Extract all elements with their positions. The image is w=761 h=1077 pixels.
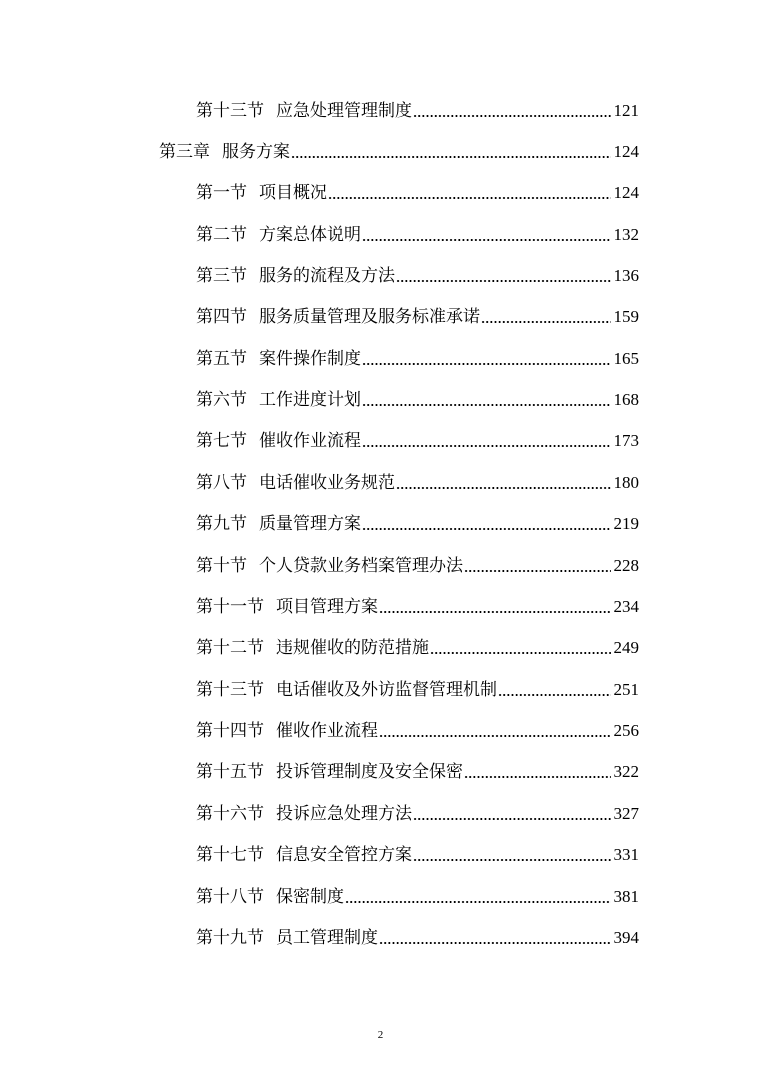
toc-entry[interactable] — [196, 840, 639, 866]
toc-entry[interactable] — [196, 426, 639, 452]
toc-chapter-entry[interactable] — [159, 137, 639, 163]
dot-leader — [464, 570, 611, 572]
toc-entry[interactable] — [196, 923, 639, 949]
dot-leader — [362, 528, 611, 530]
toc-entry[interactable] — [196, 220, 639, 246]
dot-leader — [362, 363, 611, 365]
toc-entry-title: 案件操作制度 — [259, 349, 361, 369]
toc-entry-title: 电话催收及外访监督管理机制 — [276, 680, 497, 700]
toc-entry-label: 第十五节 — [196, 762, 264, 782]
toc-entry[interactable] — [196, 261, 639, 287]
toc-entry[interactable] — [196, 509, 639, 535]
toc-entry-page: 136 — [613, 266, 639, 285]
dot-leader — [413, 818, 611, 820]
toc-entry-page: 121 — [613, 101, 639, 120]
toc-entry-title: 电话催收业务规范 — [259, 473, 395, 493]
toc-entry-page: 124 — [613, 142, 639, 161]
toc-entry-title: 应急处理管理制度 — [276, 101, 412, 121]
toc-entry[interactable] — [196, 592, 639, 618]
toc-entry-label: 第九节 — [196, 514, 247, 534]
toc-entry-title: 服务方案 — [222, 142, 290, 162]
dot-leader — [379, 611, 611, 613]
toc-entry-label: 第十九节 — [196, 928, 264, 948]
toc-entry-label: 第八节 — [196, 473, 247, 493]
toc-entry-label: 第十四节 — [196, 721, 264, 741]
toc-entry-label: 第十三节 — [196, 101, 264, 121]
dot-leader — [396, 280, 611, 282]
toc-entry-label: 第七节 — [196, 431, 247, 451]
toc-entry-title: 服务的流程及方法 — [259, 266, 395, 286]
toc-entry-title: 服务质量管理及服务标准承诺 — [259, 307, 480, 327]
toc-entry-page: 327 — [613, 804, 639, 823]
dot-leader — [481, 321, 611, 323]
toc-entry-page: 331 — [613, 845, 639, 864]
page-number: 2 — [377, 1029, 384, 1041]
toc-entry-page: 256 — [613, 721, 639, 740]
toc-entry-title: 员工管理制度 — [276, 928, 378, 948]
dot-leader — [379, 735, 611, 737]
toc-entry-label: 第十三节 — [196, 680, 264, 700]
toc-entry-label: 第二节 — [196, 225, 247, 245]
toc-entry-page: 251 — [613, 680, 639, 699]
dot-leader — [498, 694, 611, 696]
toc-entry[interactable] — [196, 96, 639, 122]
toc-entry-label: 第三章 — [159, 142, 210, 162]
toc-entry-title: 工作进度计划 — [259, 390, 361, 410]
toc-entry[interactable] — [196, 551, 639, 577]
toc-entry-label: 第三节 — [196, 266, 247, 286]
toc-entry-title: 违规催收的防范措施 — [276, 638, 429, 658]
toc-entry-label: 第六节 — [196, 390, 247, 410]
toc-entry-label: 第十节 — [196, 556, 247, 576]
toc-entry-label: 第四节 — [196, 307, 247, 327]
toc-entry-title: 项目管理方案 — [276, 597, 378, 617]
toc-entry-label: 第一节 — [196, 183, 247, 203]
dot-leader — [430, 652, 611, 654]
toc-entry-label: 第十六节 — [196, 804, 264, 824]
toc-entry-title: 项目概况 — [259, 183, 327, 203]
toc-entry[interactable] — [196, 716, 639, 742]
toc-entry-page: 124 — [613, 183, 639, 202]
toc-entry[interactable] — [196, 385, 639, 411]
toc-entry-page: 381 — [613, 887, 639, 906]
toc-entry[interactable] — [196, 675, 639, 701]
toc-entry-page: 394 — [613, 928, 639, 947]
toc-entry[interactable] — [196, 882, 639, 908]
toc-entry[interactable] — [196, 468, 639, 494]
toc-entry-title: 信息安全管控方案 — [276, 845, 412, 865]
dot-leader — [464, 776, 611, 778]
toc-entry[interactable] — [196, 178, 639, 204]
dot-leader — [362, 239, 611, 241]
dot-leader — [362, 404, 611, 406]
toc-entry-page: 165 — [613, 349, 639, 368]
toc-entry-page: 249 — [613, 638, 639, 657]
toc-entry-page: 228 — [613, 556, 639, 575]
toc-entry-page: 132 — [613, 225, 639, 244]
toc-entry[interactable] — [196, 799, 639, 825]
toc-entry-title: 催收作业流程 — [259, 431, 361, 451]
toc-entry[interactable] — [196, 344, 639, 370]
toc-entry[interactable] — [196, 633, 639, 659]
toc-entry-page: 173 — [613, 431, 639, 450]
dot-leader — [362, 445, 611, 447]
toc-entry-title: 个人贷款业务档案管理办法 — [259, 556, 463, 576]
toc-entry-page: 219 — [613, 514, 639, 533]
toc-entry-title: 保密制度 — [276, 887, 344, 907]
toc-entry-label: 第五节 — [196, 349, 247, 369]
dot-leader — [413, 859, 611, 861]
toc-entry-page: 234 — [613, 597, 639, 616]
toc-entry-title: 催收作业流程 — [276, 721, 378, 741]
toc-entry-page: 168 — [613, 390, 639, 409]
dot-leader — [379, 942, 611, 944]
dot-leader — [413, 115, 611, 117]
toc-entry-title: 投诉管理制度及安全保密 — [276, 762, 463, 782]
toc-entry[interactable] — [196, 757, 639, 783]
toc-entry[interactable] — [196, 302, 639, 328]
dot-leader — [291, 156, 611, 158]
toc-entry-label: 第十八节 — [196, 887, 264, 907]
toc-entry-page: 322 — [613, 762, 639, 781]
dot-leader — [328, 197, 611, 199]
toc-entry-title: 方案总体说明 — [259, 225, 361, 245]
toc-entry-page: 159 — [613, 307, 639, 326]
dot-leader — [345, 901, 611, 903]
toc-entry-label: 第十七节 — [196, 845, 264, 865]
toc-entry-title: 质量管理方案 — [259, 514, 361, 534]
toc-entry-page: 180 — [613, 473, 639, 492]
toc-entry-label: 第十二节 — [196, 638, 264, 658]
toc-entry-title: 投诉应急处理方法 — [276, 804, 412, 824]
dot-leader — [396, 487, 611, 489]
toc-entry-label: 第十一节 — [196, 597, 264, 617]
